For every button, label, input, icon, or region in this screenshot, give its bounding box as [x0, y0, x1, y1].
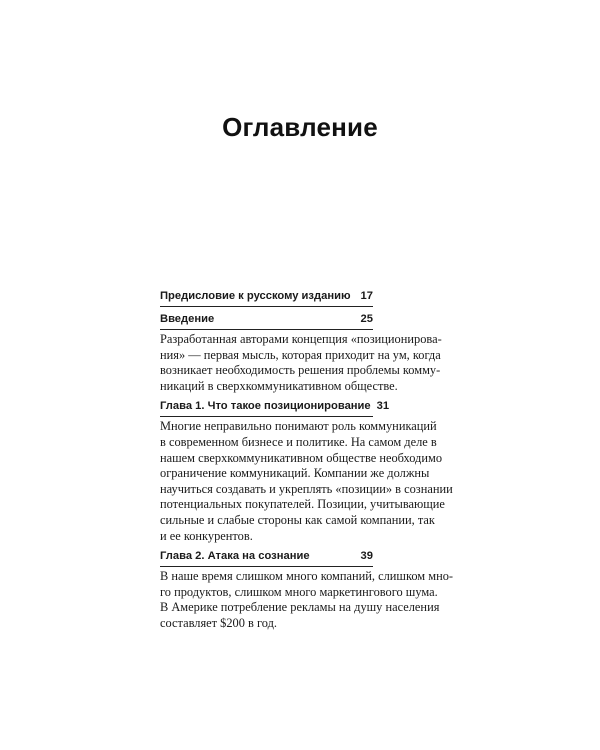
description-line: потенциальных покупателей. Позиции, учитывающие — [160, 497, 445, 512]
toc-entry-header[interactable] — [160, 547, 373, 567]
toc-entry-title: Глава 2. Атака на сознание — [160, 550, 310, 563]
description-line: научиться создавать и укреплять «позиции» в сознании — [160, 481, 453, 496]
description-line: возникает необходимость решения проблемы комму- — [160, 363, 441, 378]
toc-entry-page-number: 25 — [360, 313, 373, 325]
description-line: В Америке потребление рекламы на душу населения — [160, 600, 440, 615]
toc-entry-header[interactable] — [160, 287, 373, 307]
description-line: В наше время слишком много компаний, слишком мно- — [160, 569, 454, 584]
toc-entry-page-number: 17 — [360, 290, 373, 302]
toc-entry-title: Предисловие к русскому изданию — [160, 290, 351, 302]
toc-entry-description — [160, 332, 442, 394]
description-line: нашем сверхкоммуникативном обществе необходимо — [160, 450, 443, 465]
description-line: ограничение коммуникаций. Компании же должны — [160, 466, 430, 481]
description-line: сильные и слабые стороны как самой компании, так — [160, 512, 435, 527]
toc-entry-preface — [160, 287, 373, 307]
toc-entry-page-number: 39 — [360, 550, 373, 563]
page-title: Оглавление — [222, 112, 378, 142]
description-line: Разработанная авторами концепция «позиционирова- — [160, 332, 442, 346]
toc-entry-chapter-1 — [160, 397, 453, 544]
toc-entry-page-number: 31 — [376, 400, 390, 413]
toc-entry-introduction — [160, 310, 442, 394]
description-line: в современном бизнесе и политике. На самом деле в — [160, 434, 437, 449]
toc-entry-chapter-2 — [160, 547, 454, 631]
toc-entry-title: Введение — [160, 313, 215, 325]
toc-entry-description — [160, 419, 453, 544]
description-line: и ее конкурентов. — [160, 528, 253, 543]
table-of-contents — [160, 287, 454, 632]
description-line: го продуктов, слишком много маркетингового шума. — [160, 584, 438, 599]
description-line: составляет $200 в год. — [160, 615, 277, 630]
description-line: ния» — первая мысль, которая приходит на ум, когда — [160, 347, 441, 362]
toc-entry-title: Глава 1. Что такое позиционирование — [160, 400, 371, 413]
toc-entry-description — [160, 569, 454, 631]
description-line: никаций в сверхкоммуникативном обществе. — [160, 378, 398, 393]
toc-entry-header[interactable] — [160, 310, 373, 330]
toc-entry-header[interactable] — [160, 397, 390, 417]
description-line: Многие неправильно понимают роль коммуникаций — [160, 419, 437, 434]
